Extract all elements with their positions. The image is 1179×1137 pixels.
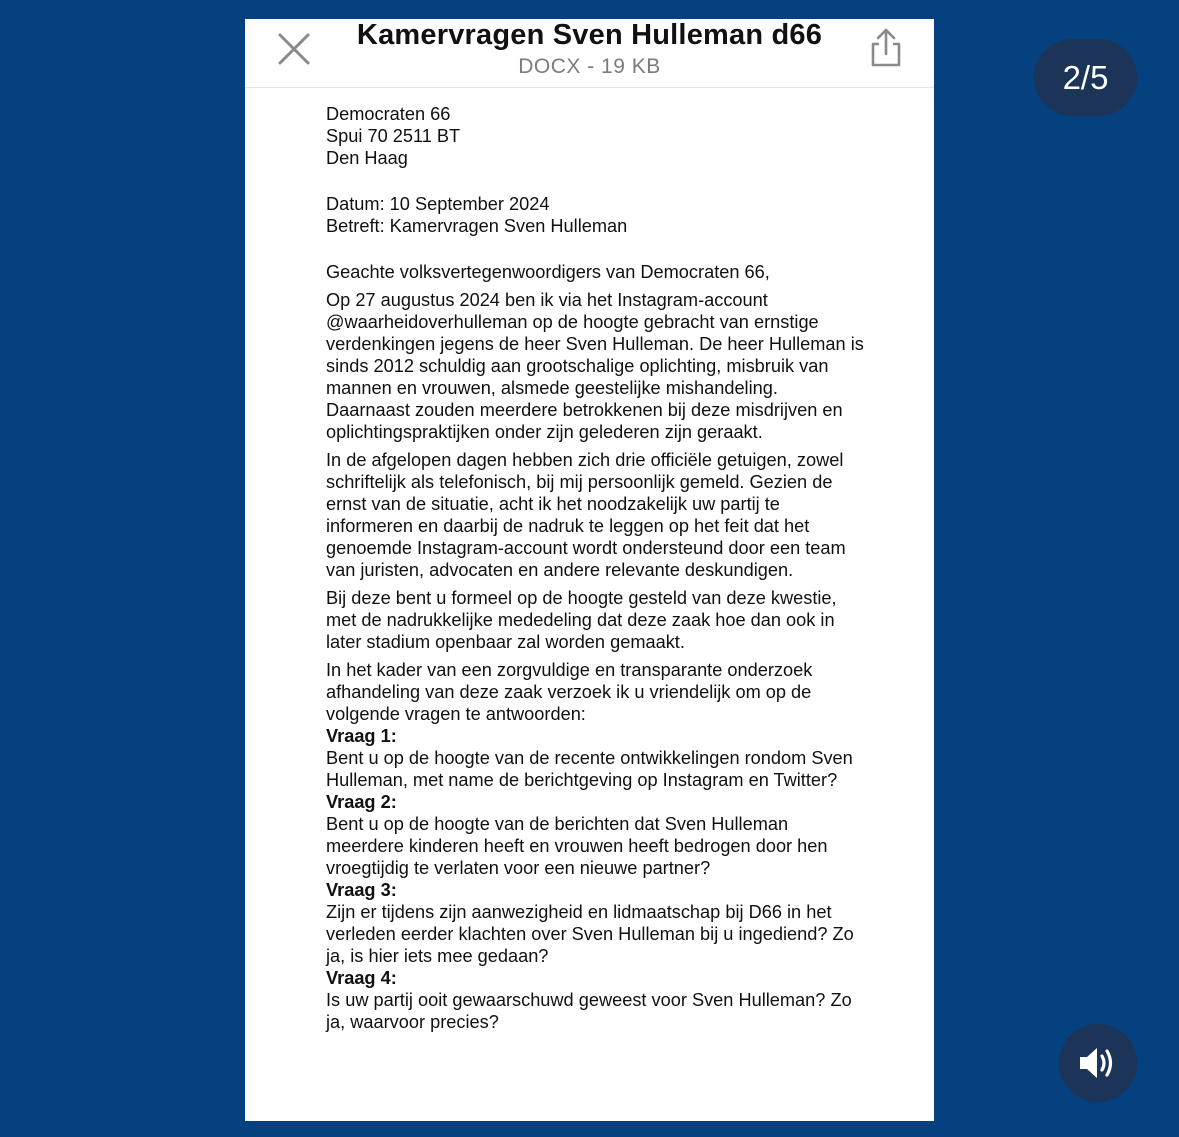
page-indicator: 2/5	[1034, 39, 1137, 116]
paragraph: Op 27 augustus 2024 ben ik via het Instagram-account @waarheidoverhulleman op de hoogte gebracht van ernstige verdenkingen jegens de heer Sven Hulleman. De heer Hulleman is sinds 2012 schuldig aan grootschalige oplichting, misbruik van mannen en vrouwen, alsmede geestelijke mishandeling. Daarnaast zouden meerdere betrokkenen bij deze misdrijven en oplichtingspraktijken onder zijn gelederen zijn geraakt.	[326, 290, 864, 442]
salutation: Geachte volksvertegenwoordigers van Democraten 66,	[326, 262, 770, 282]
address-line: Democraten 66	[326, 104, 451, 124]
question-label: Vraag 4:	[326, 968, 397, 988]
question-text: Bent u op de hoogte van de berichten dat Sven Hulleman meerdere kinderen heeft en vrouwen heeft bedrogen door hen vroegtijdig te verlaten voor een nieuwe partner?	[326, 814, 828, 878]
subject-line: Betreft: Kamervragen Sven Hulleman	[326, 216, 628, 236]
document-subtitle: DOCX - 19 KB	[518, 55, 661, 78]
question-text: Is uw partij ooit gewaarschuwd geweest voor Sven Hulleman? Zo ja, waarvoor precies?	[326, 990, 852, 1032]
question-label: Vraag 3:	[326, 880, 397, 900]
share-icon	[866, 27, 906, 69]
address-line: Den Haag	[326, 148, 408, 168]
share-button[interactable]	[866, 27, 906, 69]
document-header	[245, 19, 934, 88]
date-line: Datum: 10 September 2024	[326, 194, 550, 214]
address-line: Spui 70 2511 BT	[326, 126, 461, 146]
document-viewer	[245, 19, 934, 1121]
document-body	[326, 103, 866, 1033]
speaker-icon	[1077, 1044, 1119, 1082]
question-text: Zijn er tijdens zijn aanwezigheid en lidmaatschap bij D66 in het verleden eerder klachten over Sven Hulleman bij u ingediend? Zo ja, is hier iets mee gedaan?	[326, 902, 854, 966]
question-label: Vraag 1:	[326, 726, 397, 746]
document-title: Kamervragen Sven Hulleman d66	[356, 19, 823, 51]
question-label: Vraag 2:	[326, 792, 397, 812]
sound-toggle-button[interactable]	[1059, 1024, 1137, 1102]
paragraph: In het kader van een zorgvuldige en transparante onderzoek afhandeling van deze zaak verzoek ik u vriendelijk om op de volgende vragen te antwoorden:	[326, 660, 813, 724]
paragraph: Bij deze bent u formeel op de hoogte gesteld van deze kwestie, met de nadrukkelijke mededeling dat deze zaak hoe dan ook in later stadium openbaar zal worden gemaakt.	[326, 588, 837, 652]
question-text: Bent u op de hoogte van de recente ontwikkelingen rondom Sven Hulleman, met name de berichtgeving op Instagram en Twitter?	[326, 748, 853, 790]
paragraph: In de afgelopen dagen hebben zich drie officiële getuigen, zowel schriftelijk als telefonisch, bij mij persoonlijk gemeld. Gezien de ernst van de situatie, acht ik het noodzakelijk uw partij te informeren en daarbij de nadruk te leggen op het feit dat het genoemde Instagram-account wordt ondersteund door een team van juristen, advocaten en andere relevante deskundigen.	[326, 450, 846, 580]
